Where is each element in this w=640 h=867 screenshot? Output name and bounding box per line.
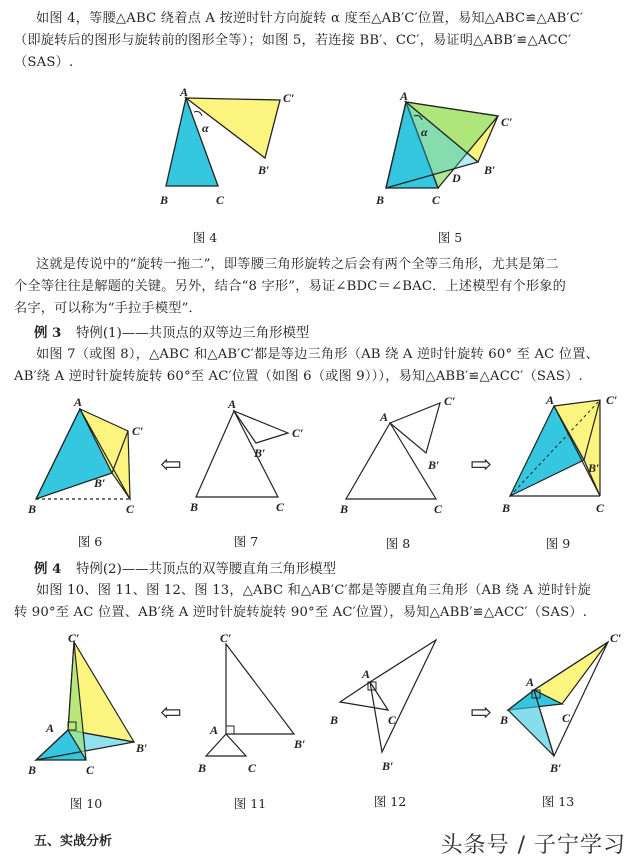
label-alpha: α [202,121,209,135]
label-b-prime: B′ [258,163,270,177]
label-c: C [388,713,397,727]
label-b: B [500,713,509,727]
triangle-ab1c1 [390,403,440,453]
example-title: 特例(2)——共顶点的双等腰直角三角形模型 [76,562,337,577]
label-c-prime: C′ [444,394,456,408]
label-a: A [526,675,535,689]
caption-fig13: 图 13 [541,794,575,809]
figure-4 [150,85,310,218]
text-line: 这就是传说中的“旋转一拖二”，即等腰三角形旋转之后会有两个全等三角形，尤其是第二 [36,257,559,272]
label-b: B [28,763,37,777]
triangle-abc [346,423,436,499]
figure-6 [22,395,162,520]
label-b-prime: B′ [136,741,148,755]
triangle-acc1 [534,642,608,704]
caption-fig8: 图 8 [385,536,411,551]
caption-fig6: 图 6 [77,534,103,549]
label-a: A [546,393,555,407]
label-c-prime: C′ [292,426,304,440]
caption-fig4: 图 4 [192,230,218,245]
text-line: 转 90°至 AC 位置、AB′绕 A 逆时针旋转旋转 90°至 AC′位置），易知△ABB′≌△ACC′（SAS）. [14,605,588,620]
label-b-prime: B′ [550,761,562,775]
figure-5 [366,90,536,220]
label-c: C [276,500,285,514]
label-c: C [248,761,257,775]
figure-13 [498,630,638,780]
label-b: B [190,500,199,514]
paragraph-example-4 [14,580,626,624]
label-b: B [340,502,349,516]
figure-9 [496,392,636,520]
label-b-prime: B′ [254,446,266,460]
label-a: A [400,89,409,103]
arrow-right-icon: ⇨ [470,450,492,480]
example-label: 例 4 [34,561,62,577]
label-a: A [362,667,371,681]
label-b-prime: B′ [294,737,306,751]
watermark: 头条号 / 子宁学习 [440,833,626,858]
figure-8 [332,395,472,520]
label-a: A [228,397,237,411]
label-b-prime: B′ [484,163,496,177]
label-b-prime: B′ [382,759,394,773]
label-alpha: α [421,125,428,139]
caption-fig10: 图 10 [69,796,103,811]
figure-10 [24,630,159,780]
label-a: A [210,723,219,737]
label-c-prime: C′ [220,631,232,645]
label-c: C [432,193,441,207]
triangle-ab1c1 [370,640,436,752]
label-c: C [86,763,95,777]
label-c: C [596,501,605,515]
example-3-heading [34,322,309,341]
label-a: A [46,721,55,735]
label-c: C [216,193,225,207]
example-label: 例 3 [34,325,62,341]
label-a: A [380,410,389,424]
arrow-left-icon: ⇦ [160,450,182,480]
text-line: 名字，可以称为“手拉手模型”． [14,301,202,316]
label-c: C [434,502,443,516]
figure-11 [196,630,321,780]
label-b: B [376,193,385,207]
caption-fig11: 图 11 [233,796,267,811]
caption-fig12: 图 12 [373,794,407,809]
label-b: B [502,501,511,515]
example-title: 特例(1)——共顶点的双等边三角形模型 [76,326,310,341]
label-a: A [74,395,83,409]
text-line: 如图 7（或图 8），△ABC 和△AB′C′都是等边三角形（AB 绕 A 逆时针旋转 60° 至 AC 位置、 [36,347,600,362]
label-b: B [28,502,37,516]
text-line: 如图 10、图 11、图 12、图 13，△ABC 和△AB′C′都是等腰直角三角形（AB 绕 A 逆时针旋 [36,583,592,598]
arrow-left-icon: ⇦ [160,698,182,728]
label-d: D [452,171,461,185]
label-c: C [126,502,135,516]
text-line: AB′绕 A 逆时针旋转旋转 60°至 AC′位置（如图 6（或图 9））），易知△ABB′≌△ACC′（SAS）. [14,369,583,384]
text-line: 如图 4，等腰△ABC 绕着点 A 按逆时针方向旋转 α 度至△AB′C′位置，易知△ABC≌△AB′C′ [36,11,584,26]
paragraph-example-3 [14,344,626,388]
label-c-prime: C′ [283,91,295,105]
figure-12 [326,630,456,780]
caption-fig9: 图 9 [545,536,571,551]
label-b: B [198,761,207,775]
label-c-prime: C′ [132,424,144,438]
angle-arc [194,112,202,117]
label-c-prime: C′ [68,631,80,645]
text-line: 个全等往往是解题的关键。另外，结合“8 字形”，易证∠BDC＝∠BAC．上述模型有个形象的 [14,279,567,294]
label-b: B [160,193,169,207]
label-b: B [330,713,339,727]
triangle-abc [340,682,388,710]
label-b-prime: B′ [428,458,440,472]
label-b-prime: B′ [94,476,106,490]
caption-fig5: 图 5 [437,230,463,245]
paragraph-hand-in-hand [14,254,626,320]
example-4-heading [34,558,336,577]
right-angle-mark [226,726,234,734]
triangle-ab1c1 [226,644,294,734]
label-c: C [562,711,571,725]
label-c-prime: C′ [610,631,622,645]
label-c-prime: C′ [606,393,618,407]
paragraph-rotation-intro [14,8,626,74]
text-line: （SAS）. [14,55,74,70]
text-line: （即旋转后的图形与旋转前的图形全等）；如图 5，若连接 BB′、CC′，易证明△ABB′≌△ACC′ [14,33,572,48]
figure-7 [188,395,318,520]
triangle-abc [206,734,246,756]
section-heading: 五、实战分析 [34,834,113,849]
label-c-prime: C′ [501,115,513,129]
arrow-right-icon: ⇨ [470,698,492,728]
label-a: A [180,85,189,99]
label-b-prime: B′ [588,461,600,475]
caption-fig7: 图 7 [233,534,259,549]
